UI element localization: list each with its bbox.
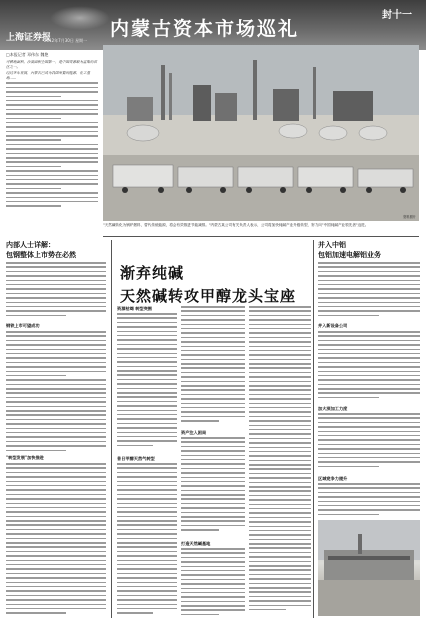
- plant-photo: [103, 45, 419, 221]
- center-subhead: 打造天然碱基地: [181, 541, 211, 546]
- industrial-plant-image: [103, 45, 419, 221]
- headline-main: 包钢整体上市势在必然: [6, 250, 76, 259]
- right-article-body: [318, 331, 420, 403]
- lead-paragraph: 经过多年发展，内蒙古已成为我国重要的能源、化工基地……: [6, 71, 90, 80]
- left-article-body: [6, 463, 106, 618]
- center-subhead: 昔日甲醇天然气转型: [117, 456, 155, 461]
- center-article-headline: [120, 262, 320, 306]
- center-article-body: [117, 463, 177, 618]
- left-subhead: "转型发展"加快推进: [6, 455, 44, 460]
- center-subhead: 资产注入困局: [181, 430, 207, 435]
- right-article-body: [318, 262, 420, 322]
- byline: □本报记者 邓伟东 魏艳: [6, 52, 49, 57]
- left-article-headline: [6, 240, 102, 260]
- center-subhead: 资源枯竭 转型突围: [117, 306, 152, 311]
- factory-image: [318, 520, 420, 616]
- aluminum-plant-photo: [318, 520, 420, 616]
- center-article-body: [249, 306, 311, 618]
- lead-column: [6, 60, 98, 230]
- headline-kicker: 并入中铝: [318, 240, 346, 249]
- right-subhead: 并入新设备公司: [318, 323, 348, 328]
- newspaper-logo: 上海证券报: [6, 33, 52, 43]
- left-subhead: 钢铁上市可望成功: [6, 323, 40, 328]
- page-number: 封十一: [382, 10, 412, 21]
- left-article-body: [6, 262, 106, 322]
- section-title: 内蒙古资本市场巡礼: [110, 18, 300, 40]
- photo-caption: "天然碱转化为锅炉燃料，替代传统能源，将会有效推进节能减排。"内蒙古某公司有关负责人表示，公司将加快纯碱产业升级转型，努力向"中国纯碱产业领先者"迈进。: [103, 223, 369, 227]
- center-article-body: [181, 437, 245, 537]
- headline-line-2: 天然碱转攻甲醇龙头宝座: [120, 287, 297, 305]
- masthead-smoke-graphic: [50, 6, 110, 30]
- headline-main: 包铝加速电解铝业务: [318, 250, 381, 259]
- headline-line-1: 渐弃纯碱: [120, 264, 185, 282]
- column-divider: [111, 240, 112, 618]
- right-article-body: [318, 413, 420, 473]
- center-article-body: [117, 313, 177, 453]
- right-article-body: [318, 483, 420, 517]
- lead-paragraph: 可耕地面积、沙漠面积全国第一，是中国资源最为富集的省区之一。: [6, 60, 97, 69]
- photo-credit: 资料照片: [403, 215, 416, 219]
- center-article-body: [181, 306, 245, 426]
- right-subhead: 加大深加工力度: [318, 406, 348, 411]
- right-subhead: 区域竞争力提升: [318, 476, 348, 481]
- divider: [103, 236, 419, 237]
- masthead: [0, 0, 426, 50]
- right-article-headline: [318, 240, 418, 260]
- headline-kicker: 内部人士详解：: [6, 240, 55, 249]
- issue-date: 2012年7月30日 星期一: [44, 38, 88, 43]
- lead-text-body: [6, 82, 98, 222]
- center-article-body: [181, 548, 245, 618]
- left-article-body: [6, 331, 106, 451]
